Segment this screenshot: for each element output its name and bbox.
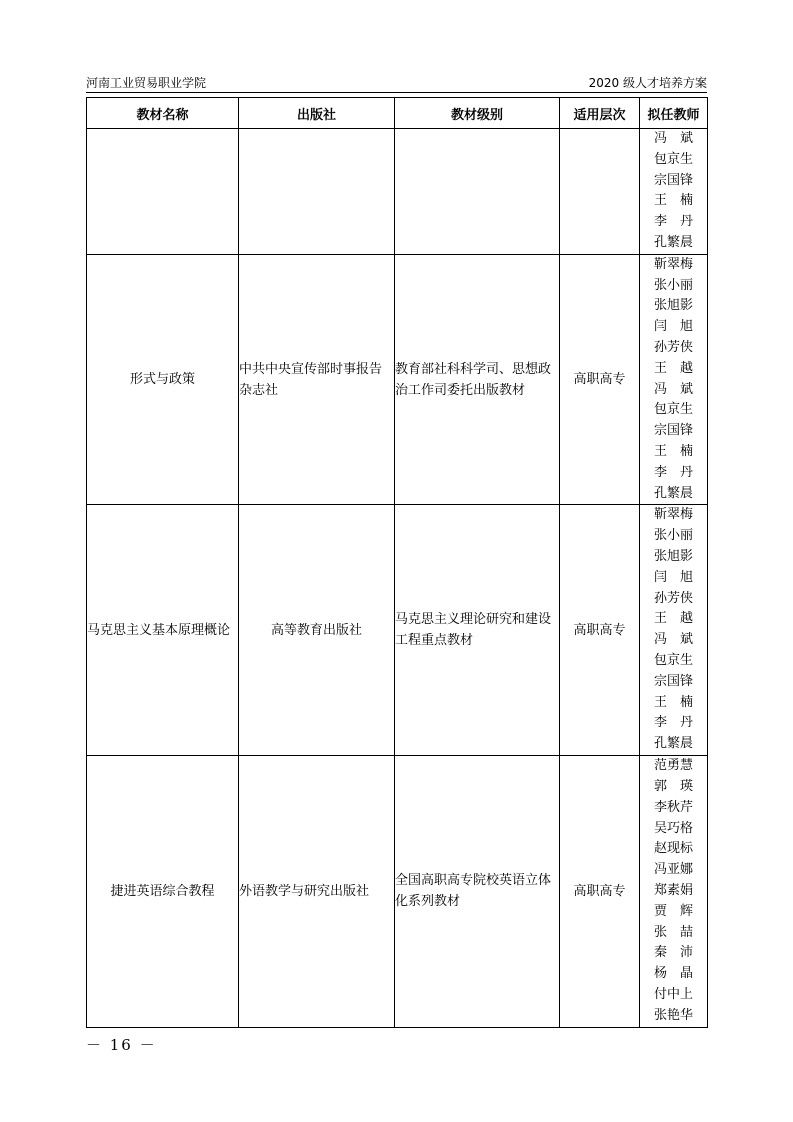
teacher-name: 孔繁晨 [653,736,693,752]
teacher-name: 杨 晶 [653,966,693,982]
textbook-level-cell: 全国高职高专院校英语立体化系列教材 [395,755,560,1027]
teacher-name: 闫 旭 [653,569,693,585]
teacher-name: 冯 斌 [653,632,693,648]
page-number: － 16 － [86,1036,157,1054]
header-document-title: 2020 级人才培养方案 [588,76,707,90]
publisher-cell: 外语教学与研究出版社 [239,755,395,1027]
teachers-cell [640,129,708,255]
teacher-name: 闫 旭 [653,319,693,335]
teacher-name: 孔繁晨 [653,234,693,250]
teacher-name: 王 楠 [653,694,693,710]
textbook-name-cell: 捷进英语综合教程 [87,755,239,1027]
teacher-name: 付中上 [653,986,693,1002]
column-header-publisher: 出版社 [239,98,395,129]
teacher-name: 范勇慧 [653,758,693,774]
textbook-level-cell: 马克思主义理论研究和建设工程重点教材 [395,505,560,756]
textbook-name-cell: 马克思主义基本原理概论 [87,505,239,756]
teacher-name: 宗国锋 [653,673,693,689]
teacher-name: 李 丹 [653,464,693,480]
teacher-name: 包京生 [653,151,693,167]
teacher-name: 张小丽 [653,277,693,293]
teacher-name: 宗国锋 [653,423,693,439]
publisher-cell: 高等教育出版社 [239,505,395,756]
teacher-name: 张旭影 [653,548,693,564]
teacher-name: 秦 沛 [653,945,693,961]
table-row [87,755,708,1027]
teacher-name: 冯亚娜 [653,862,693,878]
textbook-name-cell: 形式与政策 [87,254,239,505]
textbook-level-cell: 教育部社科科学司、思想政治工作司委托出版教材 [395,254,560,505]
applicable-level-cell: 高职高专 [560,755,640,1027]
teacher-name: 靳翠梅 [653,256,693,272]
publisher-cell: 中共中央宣传部时事报告杂志社 [239,254,395,505]
column-header-applicable-level: 适用层次 [560,98,640,129]
teacher-name: 靳翠梅 [653,507,693,523]
applicable-level-cell: 高职高专 [560,254,640,505]
teacher-name: 李 丹 [653,214,693,230]
applicable-level-cell: 高职高专 [560,505,640,756]
publisher-cell [239,129,395,255]
table-row [87,129,708,255]
textbook-name-cell [87,129,239,255]
teacher-name: 王 楠 [653,193,693,209]
table-row [87,254,708,505]
column-header-textbook-level: 教材级别 [395,98,560,129]
teacher-name: 赵现标 [653,841,693,857]
teacher-name: 郭 瑛 [653,779,693,795]
teacher-name: 张小丽 [653,528,693,544]
textbook-level-cell [395,129,560,255]
teacher-name: 孔繁晨 [653,485,693,501]
teacher-name: 包京生 [653,652,693,668]
teacher-name: 王 楠 [653,443,693,459]
teacher-name: 张旭影 [653,298,693,314]
teacher-name: 张 喆 [653,924,693,940]
table-row [87,505,708,756]
teacher-name: 包京生 [653,402,693,418]
teacher-name: 吴巧格 [653,820,693,836]
teachers-cell [640,505,708,756]
header-school-name: 河南工业贸易职业学院 [86,76,207,90]
column-header-teachers: 拟任教师 [640,98,708,129]
teacher-name: 李秋芹 [653,799,693,815]
teacher-name: 孙芳侠 [653,590,693,606]
teacher-name: 王 越 [653,611,693,627]
teacher-name: 张艳华 [653,1007,693,1023]
table-header-row [87,98,708,129]
teacher-name: 李 丹 [653,715,693,731]
teacher-name: 冯 斌 [653,131,693,146]
teachers-cell [640,755,708,1027]
column-header-textbook-name: 教材名称 [87,98,239,129]
applicable-level-cell [560,129,640,255]
header-rule [86,92,707,93]
teacher-name: 郑素娟 [653,883,693,898]
teacher-name: 王 越 [653,360,693,376]
teachers-cell [640,254,708,505]
teacher-name: 贾 辉 [653,903,693,919]
teacher-name: 孙芳侠 [653,339,693,355]
teacher-name: 冯 斌 [653,381,693,397]
teacher-name: 宗国锋 [653,172,693,188]
textbook-table [86,97,708,1028]
